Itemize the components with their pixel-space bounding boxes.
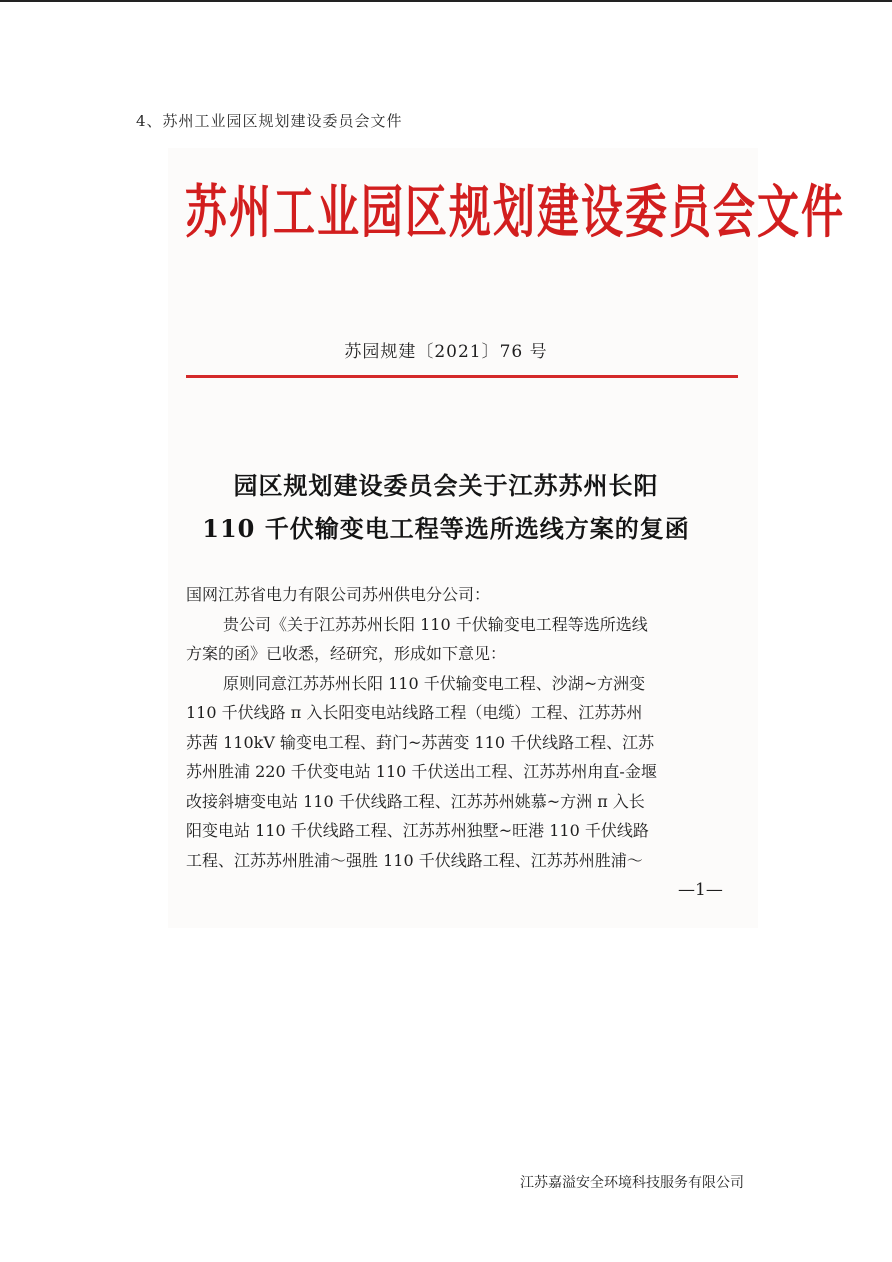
- body-line: 改接斜塘变电站 110 千伏线路工程、江苏苏州姚慕~方洲 π 入长: [186, 791, 645, 811]
- document-number: 苏园规建〔2021〕76 号: [344, 342, 548, 362]
- body-line: 阳变电站 110 千伏线路工程、江苏苏州独墅~旺港 110 千伏线路: [186, 821, 649, 840]
- body-line: 贵公司《关于江苏苏州长阳 110 千伏输变电工程等选所选线: [223, 614, 648, 634]
- addressee: 国网江苏省电力有限公司苏州供电分公司：: [186, 585, 491, 604]
- body-line: 110 千伏线路 π 入长阳变电站线路工程（电缆）工程、江苏苏州: [186, 703, 643, 722]
- page-top-border: [0, 0, 892, 2]
- body-line: 苏州胜浦 220 千伏变电站 110 千伏送出工程、江苏苏州甪直-金堰: [186, 762, 657, 781]
- footer-company-name: 江苏嘉溢安全环境科技服务有限公司: [520, 1175, 744, 1191]
- masthead-red-rule: [186, 375, 738, 378]
- document-masthead: 苏州工业园区规划建设委员会文件: [185, 178, 846, 245]
- body-line: 方案的函》已收悉，经研究，形成如下意见：: [186, 644, 507, 663]
- document-title-line-2: 110 千伏输变电工程等选所选线方案的复函: [202, 514, 690, 543]
- attachment-caption: 4、苏州工业园区规划建设委员会文件: [136, 112, 403, 130]
- body-line: 原则同意江苏苏州长阳 110 千伏输变电工程、沙湖~方洲变: [223, 673, 646, 693]
- page-number: —1—: [678, 880, 723, 900]
- body-line: 工程、江苏苏州胜浦～强胜 110 千伏线路工程、江苏苏州胜浦～: [186, 850, 643, 870]
- document-body: [186, 580, 731, 875]
- document-title-line-1: 园区规划建设委员会关于江苏苏州长阳: [233, 471, 659, 500]
- body-line: 苏茜 110kV 输变电工程、葑门~苏茜变 110 千伏线路工程、江苏: [186, 732, 655, 752]
